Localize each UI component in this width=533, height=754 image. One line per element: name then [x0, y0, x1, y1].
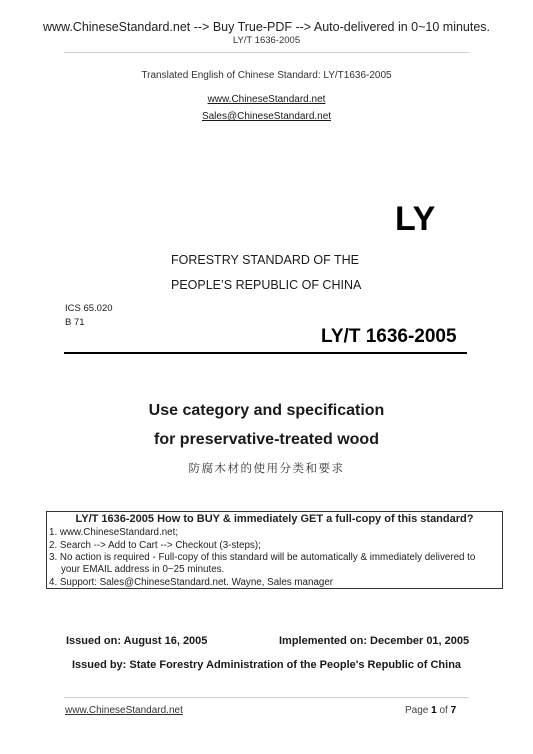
page-total: 7	[450, 705, 457, 716]
header-banner: www.ChineseStandard.net --> Buy True-PDF --> Auto-delivered in 0~10 minutes.	[42, 20, 491, 34]
purchase-step[interactable]: 1. www.ChineseStandard.net;	[49, 527, 179, 538]
standard-body-line1: FORESTRY STANDARD OF THE	[171, 253, 359, 267]
header-divider	[64, 52, 469, 53]
document-title-line2: for preservative-treated wood	[154, 431, 379, 448]
page-mid: of	[436, 705, 451, 716]
purchase-step: 2. Search --> Add to Cart --> Checkout (3-steps);	[49, 540, 261, 551]
standard-mark: LY	[395, 200, 436, 238]
page-indicator	[405, 705, 456, 716]
standard-body-line2: PEOPLE’S REPUBLIC OF CHINA	[171, 278, 362, 292]
sales-email-link[interactable]: Sales@ChineseStandard.net	[201, 111, 332, 122]
footer-divider	[64, 697, 469, 698]
standard-code: LY/T 1636-2005	[321, 326, 457, 347]
purchase-step-continuation: your EMAIL address in 0~25 minutes.	[61, 564, 225, 575]
implemented-date: Implemented on: December 01, 2005	[279, 635, 470, 647]
issued-date: Issued on: August 16, 2005	[66, 635, 208, 647]
page-number: 1	[431, 705, 437, 716]
website-link[interactable]: www.ChineseStandard.net	[207, 94, 326, 105]
header-standard-code: LY/T 1636-2005	[232, 35, 301, 46]
classification-code: B 71	[65, 317, 85, 328]
purchase-step: 3. No action is required - Full-copy of this standard will be automatically & immediately delivered to	[49, 552, 476, 563]
issuing-authority: Issued by: State Forestry Administration of the People's Republic of China	[71, 659, 462, 671]
ics-code: ICS 65.020	[65, 303, 113, 314]
document-title-chinese: 防腐木材的使用分类和要求	[188, 461, 345, 475]
page-prefix: Page	[405, 705, 432, 716]
document-title-line1: Use category and specification	[148, 402, 385, 419]
translation-note: Translated English of Chinese Standard: LY/T1636-2005	[141, 70, 392, 81]
title-divider	[64, 352, 467, 354]
purchase-info-heading: LY/T 1636-2005 How to BUY & immediately GET a full-copy of this standard?	[75, 513, 474, 525]
purchase-step: 4. Support: Sales@ChineseStandard.net. Wayne, Sales manager	[49, 577, 334, 588]
footer-website-link[interactable]: www.ChineseStandard.net	[65, 705, 183, 716]
